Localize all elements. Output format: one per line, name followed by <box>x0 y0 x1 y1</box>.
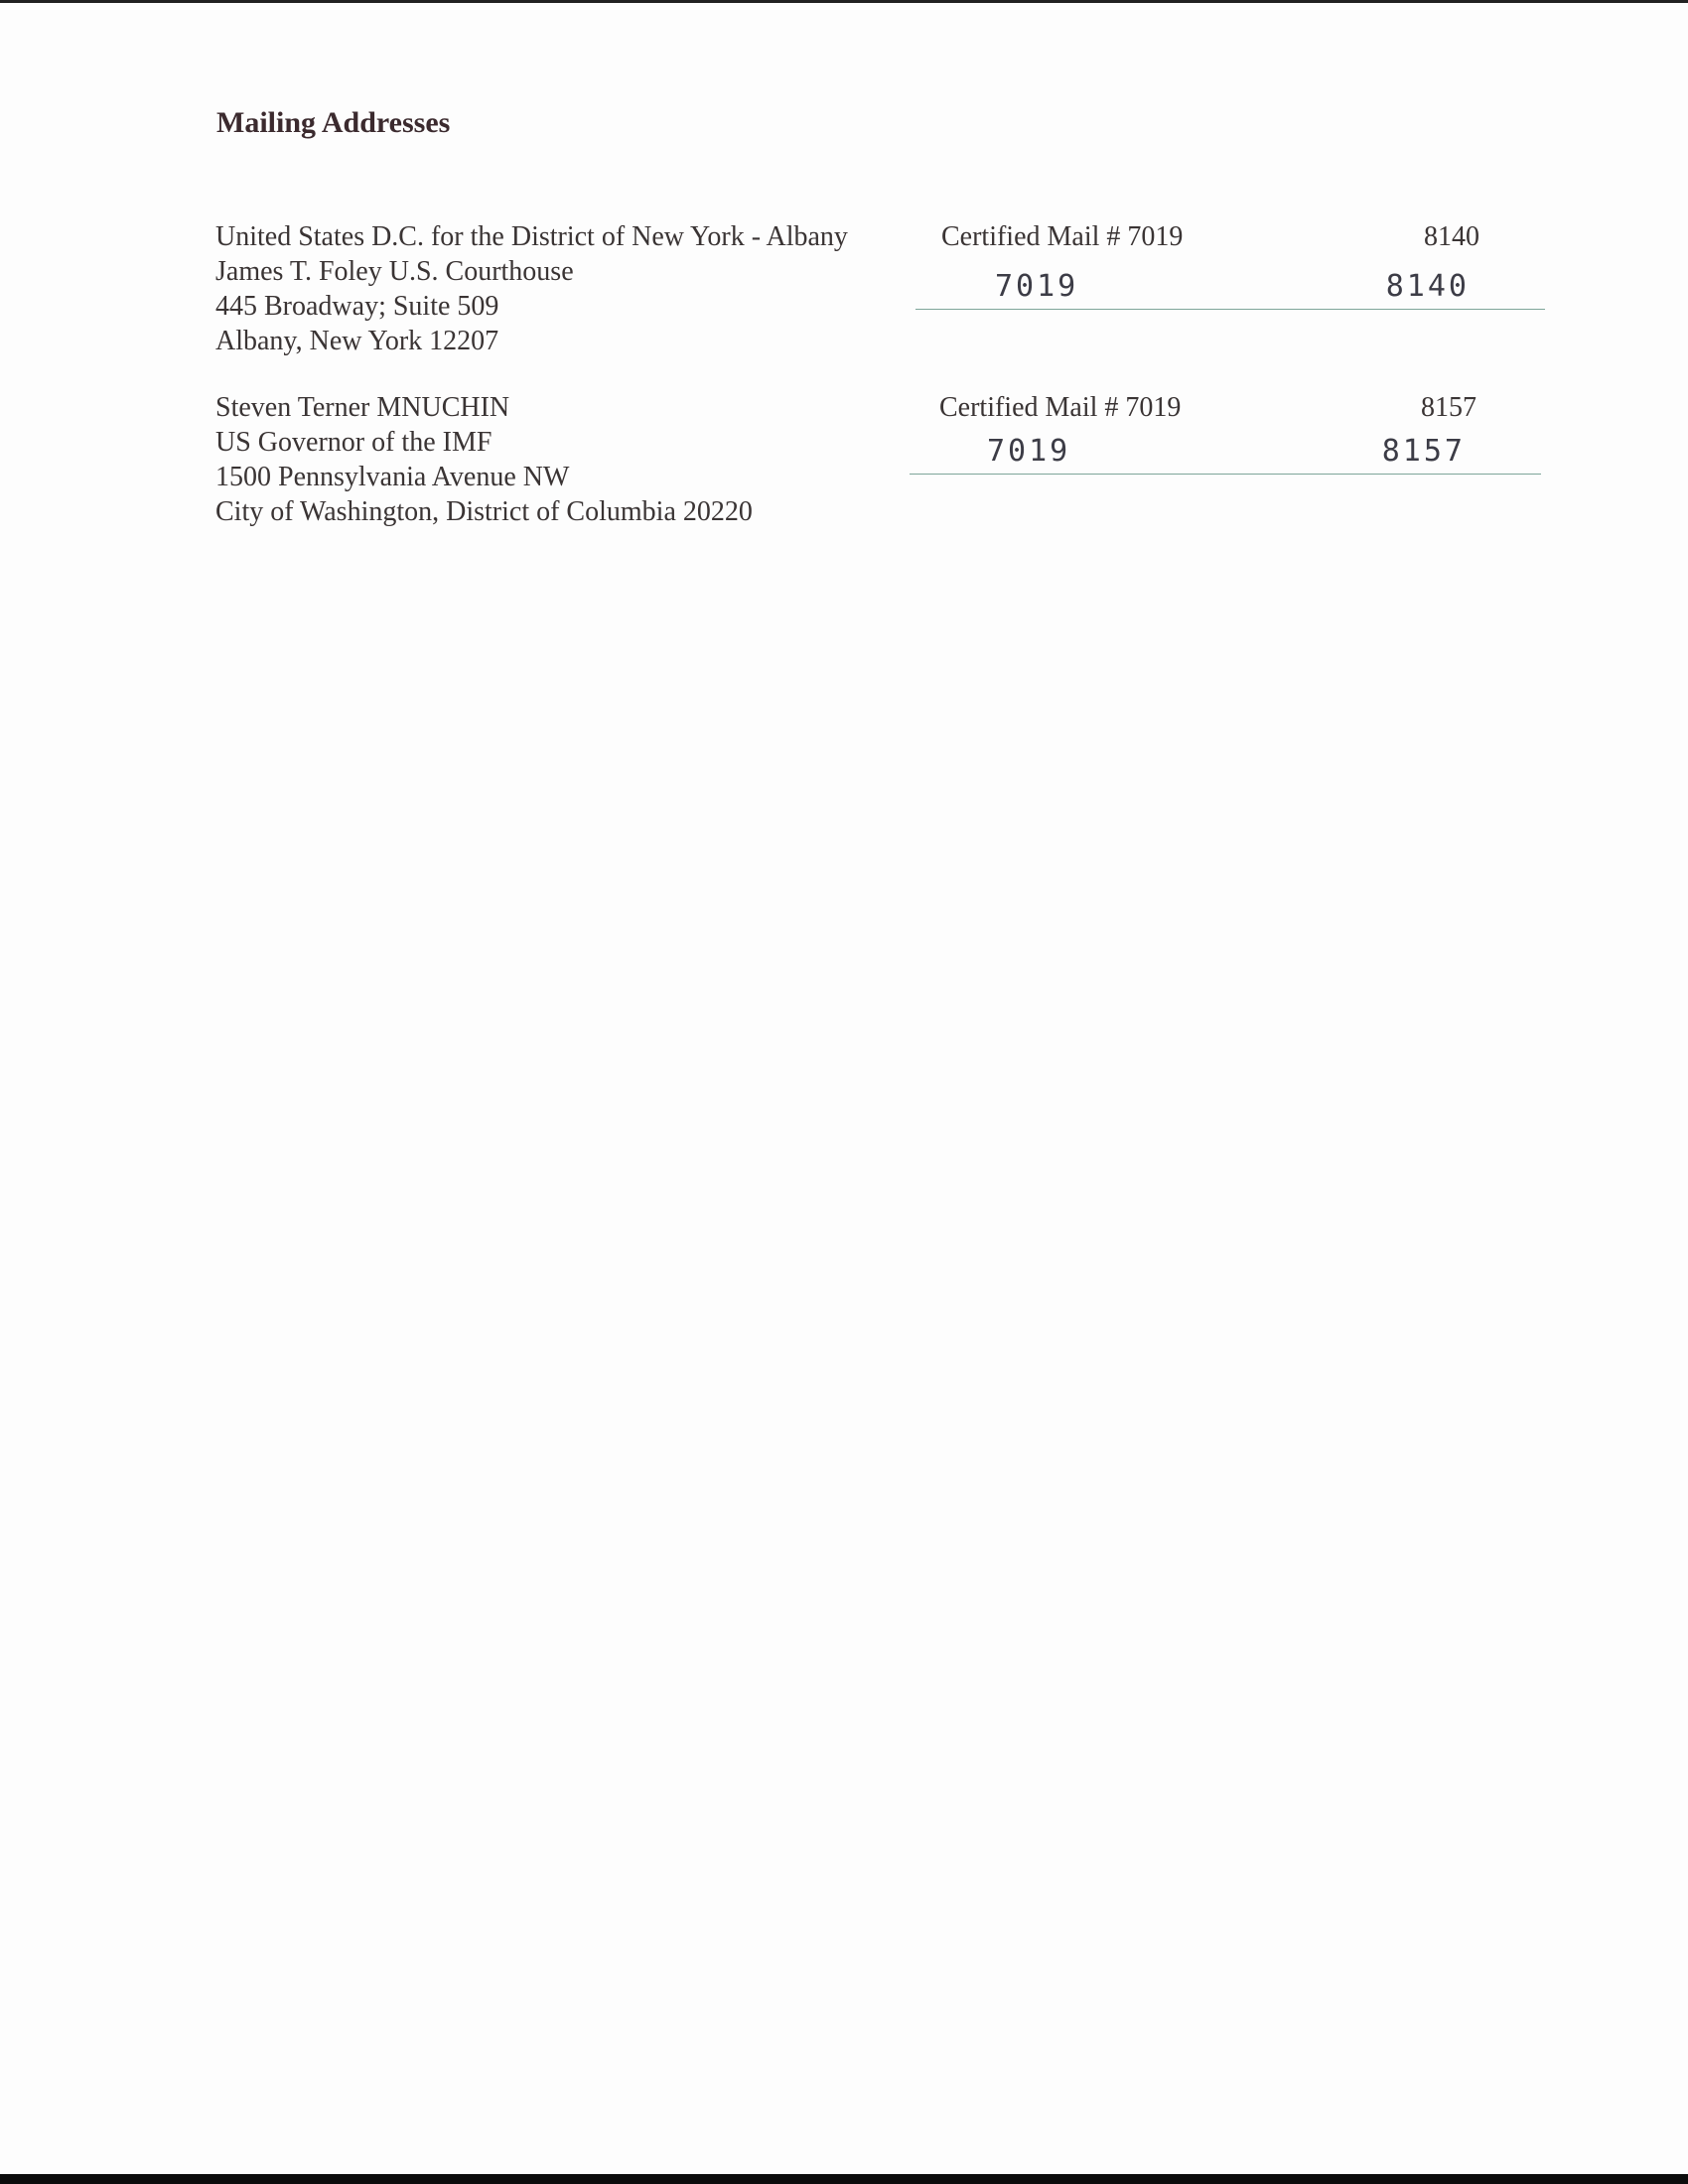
certified-mail-number-end: 8140 <box>1424 221 1479 252</box>
address-line: City of Washington, District of Columbia 20220 <box>215 496 753 527</box>
handwritten-number-first: 7019 <box>995 269 1079 304</box>
address-line: James T. Foley U.S. Courthouse <box>215 256 574 287</box>
handwritten-number-line <box>910 434 1541 475</box>
handwritten-number-last: 8140 <box>1385 269 1470 304</box>
address-line: 1500 Pennsylvania Avenue NW <box>215 462 570 492</box>
address-line: Albany, New York 12207 <box>215 326 499 356</box>
handwritten-number-first: 7019 <box>987 434 1071 469</box>
address-line: 445 Broadway; Suite 509 <box>215 291 499 322</box>
address-line: United States D.C. for the District of New York - Albany <box>215 221 848 252</box>
address-line: Steven Terner MNUCHIN <box>215 392 510 423</box>
handwritten-number-line <box>915 269 1545 310</box>
certified-mail-number-end: 8157 <box>1421 392 1477 423</box>
mailing-address <box>215 390 753 529</box>
handwritten-number-last: 8157 <box>1381 434 1466 469</box>
address-line: US Governor of the IMF <box>215 427 492 458</box>
page-title: Mailing Addresses <box>216 106 451 139</box>
certified-mail-label: Certified Mail # 7019 <box>939 392 1182 423</box>
mailing-address <box>215 219 848 358</box>
certified-mail-label: Certified Mail # 7019 <box>941 221 1184 252</box>
